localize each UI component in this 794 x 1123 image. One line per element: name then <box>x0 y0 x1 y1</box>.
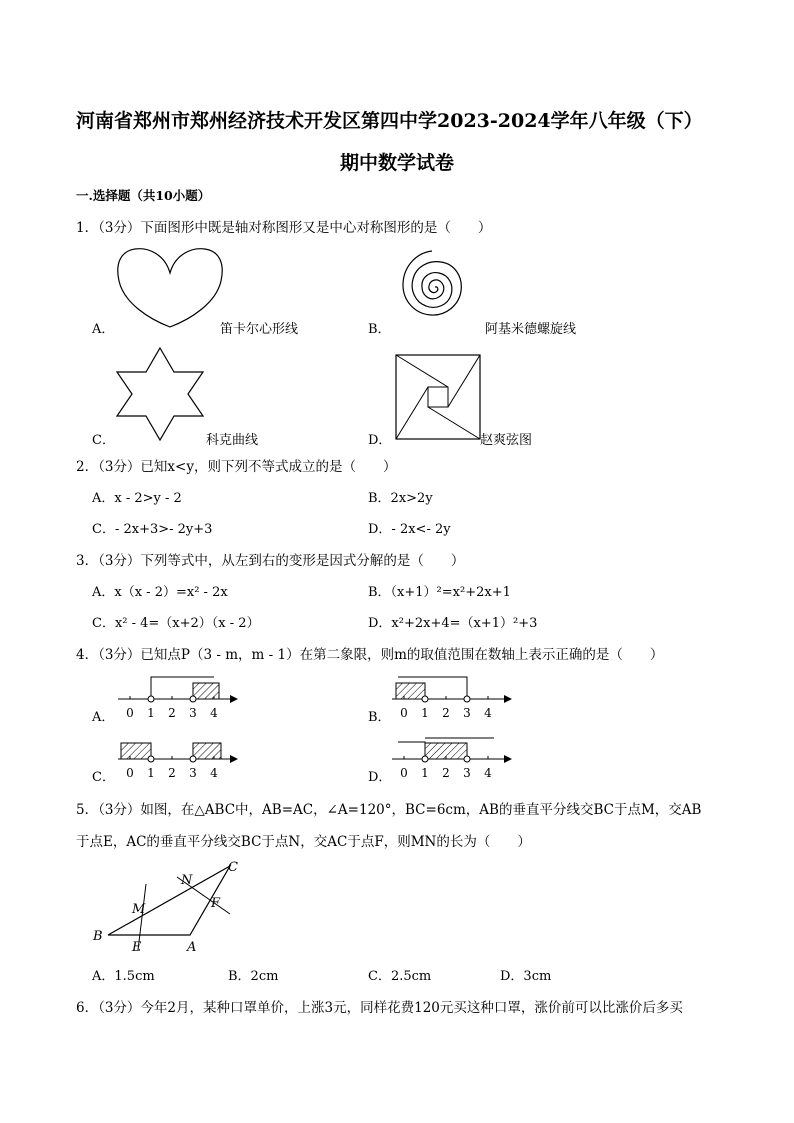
section-heading: 一.选择题（共10小题） <box>76 188 211 203</box>
tick-label: 2 <box>168 706 176 720</box>
q1-option-a[interactable]: A． <box>92 322 115 337</box>
q2-option-b[interactable]: B．2x>2y <box>368 491 433 506</box>
tick-label: 0 <box>126 766 134 780</box>
q1-option-c[interactable]: C． <box>92 433 115 448</box>
q5-option-c[interactable]: C．2.5cm <box>368 969 432 984</box>
tick-label: 0 <box>400 766 408 780</box>
archimedean-spiral-figure <box>390 247 480 332</box>
q4-option-b[interactable]: B． <box>368 710 391 725</box>
tick-label: 3 <box>463 706 471 720</box>
tick-label: 1 <box>147 706 155 720</box>
triangle-abc-figure <box>92 858 272 958</box>
tick-label: 3 <box>189 766 197 780</box>
point-label-n: N <box>181 873 193 888</box>
q3-option-b[interactable]: B．（x+1）²=x²+2x+1 <box>368 585 511 600</box>
number-line-a <box>118 672 238 722</box>
point-label-b: B <box>93 929 103 944</box>
cardioid-heart-figure <box>115 247 225 332</box>
tick-label: 4 <box>484 706 492 720</box>
tick-label: 2 <box>442 766 450 780</box>
q1-b-caption: 阿基米德螺旋线 <box>485 322 577 337</box>
tick-label: 0 <box>126 706 134 720</box>
tick-label: 1 <box>147 766 155 780</box>
question-1-text: 1．（3分）下面图形中既是轴对称图形又是中心对称图形的是（ ） <box>76 220 492 236</box>
tick-label: 1 <box>421 706 429 720</box>
tick-label: 2 <box>168 766 176 780</box>
question-4-text: 4．（3分）已知点P（3 - m，m - 1）在第二象限，则m的取值范围在数轴上表示正确的是（ ） <box>76 647 664 663</box>
number-line-c <box>118 732 238 782</box>
tick-label: 0 <box>400 706 408 720</box>
q1-option-d[interactable]: D． <box>368 433 392 448</box>
question-5-line1: 5．（3分）如图，在△ABC中，AB=AC，∠A=120°，BC=6cm，AB的垂直平分线交BC于点M，交AB <box>76 802 702 818</box>
question-2-text: 2．（3分）已知x<y，则下列不等式成立的是（ ） <box>76 459 397 475</box>
number-line-b <box>392 672 512 722</box>
q5-option-a[interactable]: A．1.5cm <box>92 969 155 984</box>
point-label-f: F <box>211 896 221 911</box>
question-3-text: 3．（3分）下列等式中，从左到右的变形是因式分解的是（ ） <box>76 553 465 569</box>
point-label-c: C <box>228 860 238 875</box>
tick-label: 3 <box>463 766 471 780</box>
q3-option-d[interactable]: D．x²+2x+4=（x+1）²+3 <box>368 616 538 631</box>
point-label-e: E <box>132 940 142 955</box>
tick-label: 1 <box>421 766 429 780</box>
koch-curve-figure <box>117 348 207 440</box>
q1-d-caption: 赵爽弦图 <box>480 433 533 448</box>
tick-label: 4 <box>210 766 218 780</box>
q1-option-b[interactable]: B． <box>368 322 391 337</box>
number-line-d <box>392 732 512 782</box>
q4-option-c[interactable]: C． <box>92 770 115 785</box>
q4-option-d[interactable]: D． <box>368 770 392 785</box>
q5-option-d[interactable]: D．3cm <box>500 969 552 984</box>
question-6-text: 6．（3分）今年2月，某种口罩单价，上涨3元，同样花费120元买这种口罩，涨价前可以比涨价后多买 <box>76 1000 683 1016</box>
tick-label: 2 <box>442 706 450 720</box>
question-5-line2: 于点E，AC的垂直平分线交BC于点N，交AC于点F，则MN的长为（ ） <box>76 834 531 850</box>
tick-label: 4 <box>210 706 218 720</box>
q5-option-b[interactable]: B．2cm <box>228 969 279 984</box>
tick-label: 4 <box>484 766 492 780</box>
q2-option-a[interactable]: A．x - 2>y - 2 <box>92 491 182 506</box>
q3-option-a[interactable]: A．x（x - 2）=x² - 2x <box>92 585 228 600</box>
q3-option-c[interactable]: C．x² - 4=（x+2）（x - 2） <box>92 616 260 631</box>
tick-label: 3 <box>189 706 197 720</box>
point-label-m: M <box>132 902 146 917</box>
q1-c-caption: 科克曲线 <box>206 433 259 448</box>
q2-option-d[interactable]: D．- 2x<- 2y <box>368 522 451 537</box>
q4-option-a[interactable]: A． <box>92 710 115 725</box>
page-title-line2: 期中数学试卷 <box>340 152 455 174</box>
q2-option-c[interactable]: C．- 2x+3>- 2y+3 <box>92 522 213 537</box>
zhao-shuang-diagram-figure <box>396 355 480 439</box>
page-title-line1: 河南省郑州市郑州经济技术开发区第四中学2023-2024学年八年级（下） <box>76 110 703 132</box>
q1-a-caption: 笛卡尔心形线 <box>220 322 299 337</box>
point-label-a: A <box>187 940 197 955</box>
